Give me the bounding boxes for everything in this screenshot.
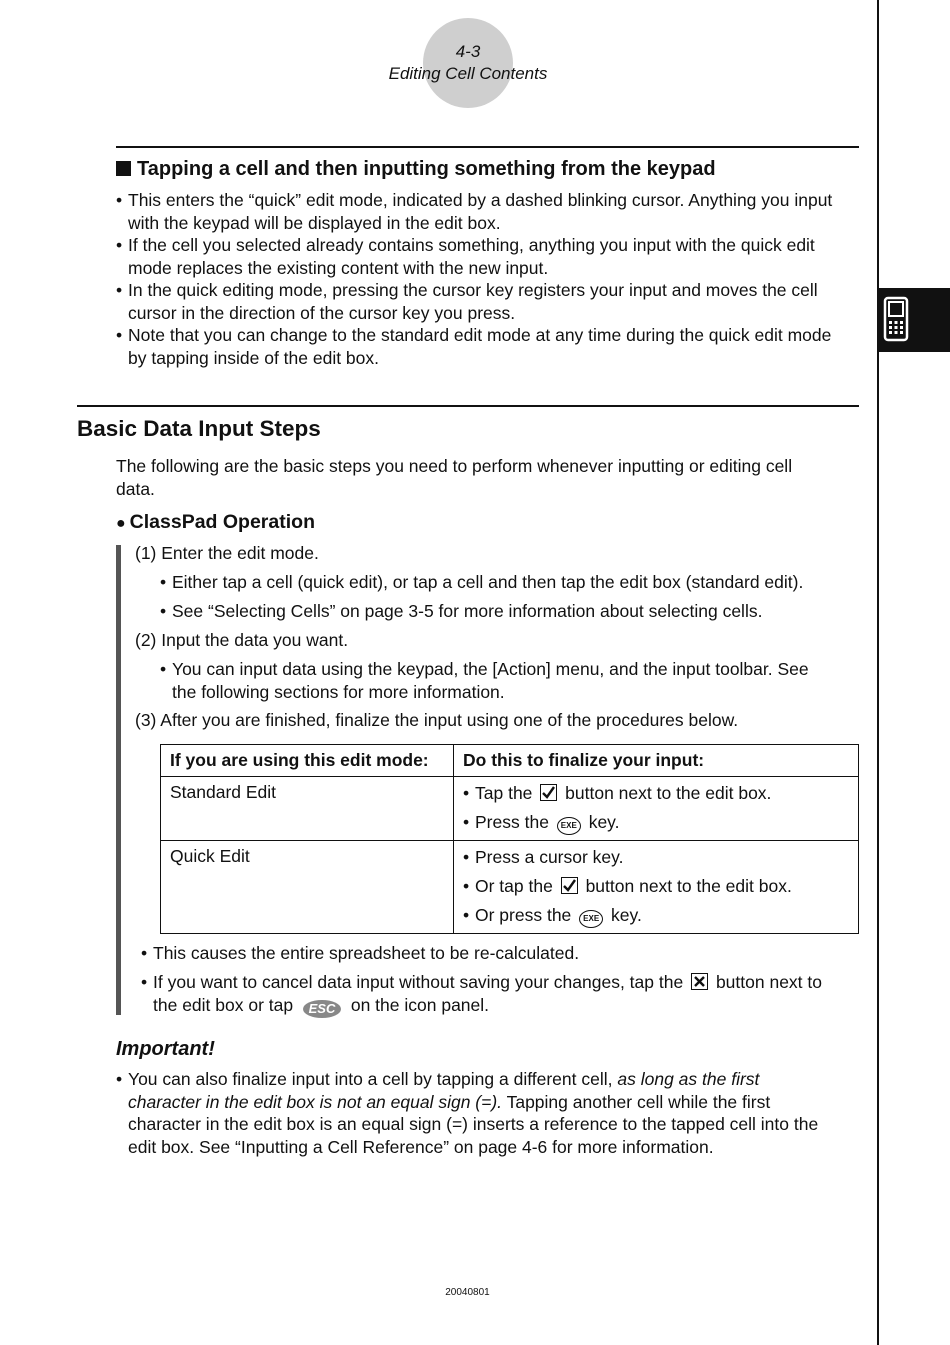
checkmark-button-icon: [540, 784, 557, 801]
list-item: • Press the EXE key.: [463, 811, 849, 835]
list-item: • This enters the “quick” edit mode, indicated by a dashed blinking cursor. Anything you input with the keypad will be displayed in the edit box.: [116, 189, 861, 234]
square-bullet-icon: [116, 161, 131, 176]
list-item: • If you want to cancel data input without saving your changes, tap the button next to the edit box or tap ESC on the icon panel.: [141, 971, 868, 1018]
list-item: • See “Selecting Cells” on page 3-5 for more information about selecting cells.: [160, 600, 762, 623]
header-circle: [423, 18, 513, 108]
table-cell-action: [454, 777, 859, 841]
list-item: • Tap the button next to the edit box.: [463, 782, 849, 805]
list-item: • You can input data using the keypad, the [Action] menu, and the input toolbar. See the following sections for more information.: [160, 658, 862, 703]
quick-edit-heading: Tapping a cell and then inputting something from the keypad: [116, 158, 716, 181]
section-heading: Basic Data Input Steps: [77, 416, 321, 441]
table-cell-mode: Standard Edit: [161, 777, 454, 841]
list-item: • Press a cursor key.: [463, 846, 849, 869]
list-item: • In the quick editing mode, pressing the cursor key registers your input and moves the cell cursor in the direction of the cursor key you press.: [116, 279, 861, 324]
list-item: • If the cell you selected already contains something, anything you input with the quick edit mode replaces the existing content with the new input.: [116, 234, 861, 279]
exe-key-icon: EXE: [579, 910, 603, 928]
intro-paragraph: The following are the basic steps you need to perform whenever inputting or editing cell data.: [116, 456, 793, 499]
finalize-table: [160, 744, 859, 934]
list-item: • Either tap a cell (quick edit), or tap a cell and then tap the edit box (standard edit).: [160, 571, 803, 594]
step-1: (1) Enter the edit mode.: [135, 543, 319, 563]
step-2: (2) Input the data you want.: [135, 630, 349, 650]
table-header-action: Do this to finalize your input:: [454, 745, 859, 777]
table-cell-mode: Quick Edit: [161, 841, 454, 934]
footer-code: 20040801: [445, 1287, 490, 1298]
calculator-icon: [883, 296, 909, 342]
table-header-mode: If you are using this edit mode:: [161, 745, 454, 777]
exe-key-icon: EXE: [557, 817, 581, 835]
divider: [77, 405, 859, 407]
table-header-row: [161, 745, 859, 777]
important-heading: Important!: [116, 1038, 215, 1060]
list-item: • This causes the entire spreadsheet to be re-calculated.: [141, 942, 579, 965]
esc-icon: ESC: [303, 1000, 341, 1018]
list-item: • Or press the EXE key.: [463, 904, 849, 928]
table-row: [161, 841, 859, 934]
table-cell-action: [454, 841, 859, 934]
section-title: Editing Cell Contents: [388, 64, 548, 83]
right-margin-rule: [877, 0, 879, 1345]
quick-edit-bullets: [116, 189, 861, 369]
list-item: • Or tap the button next to the edit box.: [463, 875, 849, 898]
important-note: • You can also finalize input into a cell by tapping a different cell, as long as the first character in the edit box is not an equal sign (=). Tapping another cell while the first character in the edit box is an equal sign (=) inserts a reference to the tapped cell into the edit box. See “Inputting a Cell Reference” on page 4-6 for more information.: [116, 1068, 873, 1158]
step-3: (3) After you are finished, finalize the input using one of the procedures below.: [135, 710, 739, 730]
operation-heading: ● ClassPad Operation: [116, 511, 315, 533]
list-item: • Note that you can change to the standard edit mode at any time during the quick edit mode by tapping inside of the edit box.: [116, 324, 861, 369]
checkmark-button-icon: [561, 877, 578, 894]
bullet-icon: ●: [116, 515, 126, 532]
operation-side-bar: [116, 545, 121, 1015]
chapter-tab: [879, 288, 950, 352]
divider: [116, 146, 859, 148]
page-number: 4-3: [455, 42, 481, 61]
table-row: [161, 777, 859, 841]
cancel-button-icon: [691, 973, 708, 990]
